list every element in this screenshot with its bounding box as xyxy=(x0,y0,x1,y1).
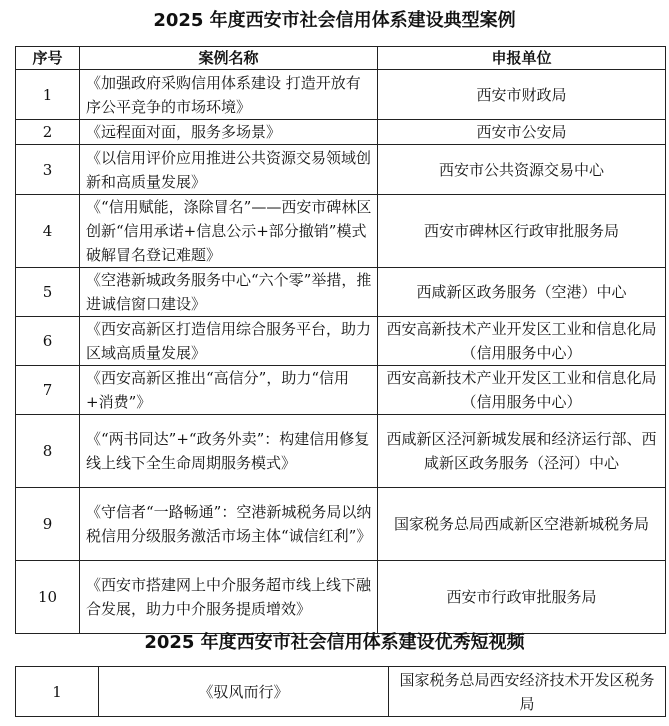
reporting-unit: 国家税务总局西安经济技术开发区税务局 xyxy=(389,667,666,717)
row-number: 1 xyxy=(16,70,80,120)
row-number: 7 xyxy=(16,366,80,415)
row-number: 10 xyxy=(16,561,80,634)
table-row xyxy=(16,488,666,561)
table-row xyxy=(16,561,666,634)
table-row xyxy=(16,120,666,145)
reporting-unit: 西安市碑林区行政审批服务局 xyxy=(378,195,666,268)
table-row xyxy=(16,195,666,268)
videos-table xyxy=(15,666,666,717)
table-header-row xyxy=(16,47,666,70)
reporting-unit: 西安市财政局 xyxy=(378,70,666,120)
table-row xyxy=(16,145,666,195)
case-name: 《西安高新区推出“高信分”，助力“信用+消费”》 xyxy=(80,366,378,415)
row-number: 6 xyxy=(16,317,80,366)
row-number: 9 xyxy=(16,488,80,561)
table-row xyxy=(16,70,666,120)
case-name: 《加强政府采购信用体系建设 打造开放有序公平竞争的市场环境》 xyxy=(80,70,378,120)
row-number: 5 xyxy=(16,268,80,317)
reporting-unit: 西安市公共资源交易中心 xyxy=(378,145,666,195)
table-row xyxy=(16,667,666,717)
header-case-name: 案例名称 xyxy=(80,47,378,70)
table-row xyxy=(16,317,666,366)
video-name: 《驭风而行》 xyxy=(99,667,389,717)
case-name: 《远程面对面，服务多场景》 xyxy=(80,120,378,145)
row-number: 2 xyxy=(16,120,80,145)
case-name: 《“信用赋能，涤除冒名”——西安市碑林区创新“信用承诺+信息公示+部分撤销”模式 破解冒名登记难题》 xyxy=(80,195,378,268)
table-row xyxy=(16,268,666,317)
case-name: 《“两书同达”+“政务外卖”：构建信用修复线上线下全生命周期服务模式》 xyxy=(80,415,378,488)
case-name: 《以信用评价应用推进公共资源交易领域创新和高质量发展》 xyxy=(80,145,378,195)
row-number: 4 xyxy=(16,195,80,268)
cases-title: 2025 年度西安市社会信用体系建设典型案例 xyxy=(153,10,516,31)
row-number: 3 xyxy=(16,145,80,195)
table-row xyxy=(16,415,666,488)
cases-table xyxy=(15,46,666,634)
reporting-unit: 西安高新技术产业开发区工业和信息化局（信用服务中心） xyxy=(378,366,666,415)
reporting-unit: 西安市公安局 xyxy=(378,120,666,145)
case-name: 《西安高新区打造信用综合服务平台，助力区域高质量发展》 xyxy=(80,317,378,366)
header-no: 序号 xyxy=(16,47,80,70)
reporting-unit: 西安市行政审批服务局 xyxy=(378,561,666,634)
row-number: 8 xyxy=(16,415,80,488)
header-unit: 申报单位 xyxy=(378,47,666,70)
reporting-unit: 国家税务总局西咸新区空港新城税务局 xyxy=(378,488,666,561)
reporting-unit: 西咸新区政务服务（空港）中心 xyxy=(378,268,666,317)
videos-title: 2025 年度西安市社会信用体系建设优秀短视频 xyxy=(144,632,525,653)
reporting-unit: 西安高新技术产业开发区工业和信息化局（信用服务中心） xyxy=(378,317,666,366)
row-number: 1 xyxy=(16,667,99,717)
table-row xyxy=(16,366,666,415)
case-name: 《空港新城政务服务中心“六个零”举措，推进诚信窗口建设》 xyxy=(80,268,378,317)
reporting-unit: 西咸新区泾河新城发展和经济运行部、西咸新区政务服务（泾河）中心 xyxy=(378,415,666,488)
case-name: 《西安市搭建网上中介服务超市线上线下融合发展，助力中介服务提质增效》 xyxy=(80,561,378,634)
case-name: 《守信者“一路畅通”：空港新城税务局以纳税信用分级服务激活市场主体“诚信红利”》 xyxy=(80,488,378,561)
